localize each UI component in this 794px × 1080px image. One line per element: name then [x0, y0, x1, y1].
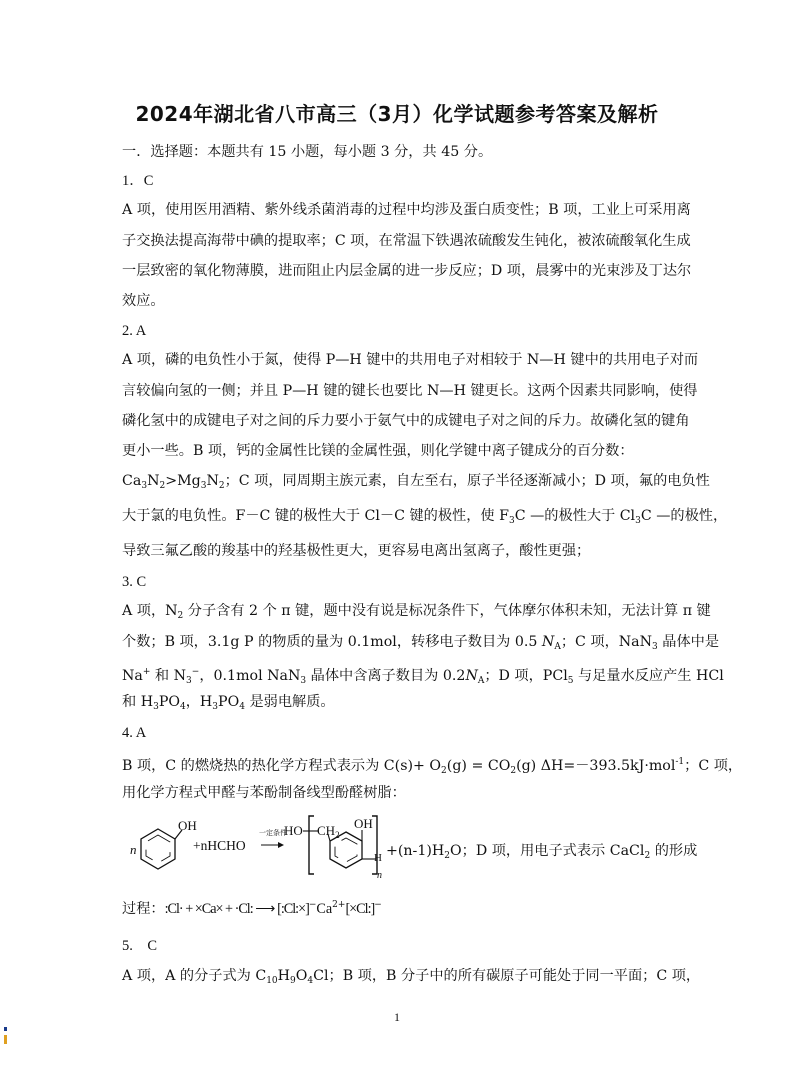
phenol-formaldehyde-equation	[118, 812, 698, 887]
ho-label: HO	[284, 823, 303, 838]
q3-line: Na+ 和 $N_3^-$，0.1mol NaN$_3$ 晶体中含离子数目为 $0.2N_A$；D 项，PCl$_5$ 与足量水反应产生 HCl	[122, 667, 724, 686]
q2-line: A 项，磷的电负性小于氮，使得 P—H 键中的共用电子对相较于 N—H 键中的共用电子对而	[122, 352, 699, 368]
q1-line: 一层致密的氧化物薄膜，进而阻止内层金属的进一步反应；D 项，晨雾中的光束涉及丁达尔	[122, 263, 692, 279]
q2-line: $Ca_3N_2>Mg_3N_2$；C 项，同周期主族元素，自左至右，原子半径逐渐减小；D 项，氟的电负性	[122, 473, 710, 491]
question-5-answer: 5. C	[122, 938, 158, 954]
question-4-answer: 4. A	[122, 725, 147, 741]
q2-line: 更小一些。B 项，钙的金属性比镁的金属性强，则化学键中离子键成分的百分数：	[122, 443, 634, 459]
q2-line: 导致三氟乙酸的羧基中的羟基极性更大，更容易电离出氢离子，酸性更强；	[122, 543, 591, 559]
ch2-label: $CH_2$	[317, 823, 340, 840]
q3-line: A 项，$N_2$ 分子含有 2 个 π 键，题中没有说是标况条件下，气体摩尔体积未知，无法计算 π 键	[122, 603, 711, 621]
question-1-answer: 1．C	[122, 173, 154, 189]
q1-line: 效应。	[122, 293, 165, 309]
hydroxyl-label: OH	[354, 816, 373, 831]
end-h-label: H	[374, 852, 382, 864]
q5-line: A 项，A 的分子式为 $C_{10}H_9O_4Cl$；B 项，B 分子中的所有碳原子可能处于同一平面；C 项，	[122, 968, 701, 986]
q2-line: 大于氯的电负性。F－C 键的极性大于 Cl－C 键的极性，使 $F_3C$ —的极性大于 $Cl_3C$ —的极性，	[122, 508, 728, 526]
q2-line: 磷化氢中的成键电子对之间的斥力要小于氨气中的成键电子对之间的斥力。故磷化氢的键角	[122, 413, 690, 429]
page-number: 1	[394, 1010, 400, 1024]
q1-line: A 项，使用医用酒精、紫外线杀菌消毒的过程中均涉及蛋白质变性；B 项，工业上可采用离	[122, 202, 691, 218]
question-3-answer: 3. C	[122, 574, 147, 590]
reaction-condition: 一定条件	[259, 829, 287, 837]
q3-line: 个数；B 项，3.1g P 的物质的量为 0.1mol，转移电子数目为 0.5 $N_A$；C 项，NaN$_3$ 晶体中是	[122, 634, 720, 652]
coefficient-n: n	[130, 842, 137, 857]
q3-line: 和 $H_3PO_4$，$H_3PO_4$ 是弱电解质。	[122, 694, 335, 712]
q4-line: B 项，C 的燃烧热的热化学方程式表示为 $C(s)+ O_2(g) = CO_2(g)$ ΔH=－393.5kJ·mol$^{-1}$；C 项，	[122, 757, 743, 776]
q2-line: 言较偏向氢的一侧；并且 P—H 键的键长也要比 N—H 键更长。这两个因素共同影响，使得	[122, 383, 698, 399]
equation-tail: $+(n-1)H_2O$；D 项，用电子式表示 CaCl$_2$ 的形成	[386, 843, 698, 861]
formaldehyde-term: +nHCHO	[193, 838, 246, 853]
question-2-answer: 2. A	[122, 323, 147, 339]
hydroxyl-label: OH	[178, 818, 197, 833]
q4-line: 用化学方程式甲醛与苯酚制备线型酚醛树脂：	[122, 785, 406, 801]
q1-line: 子交换法提高海带中碘的提取率；C 项，在常温下铁遇浓硫酸发生钝化，被浓硫酸氧化生成	[122, 233, 691, 249]
edge-marker	[4, 1027, 7, 1045]
degree-n: n	[377, 870, 382, 881]
cacl2-formation-process: 过程：:Cl· + ×Ca× + ·Cl: ⟶ $[:Cl:\times]^-Ca^{2+}[\times Cl:]^-$	[122, 900, 382, 917]
section-heading: 一．选择题：本题共有 15 小题，每小题 3 分，共 45 分。	[122, 144, 493, 160]
page-title: 2024年湖北省八市高三（3月）化学试题参考答案及解析	[135, 102, 659, 126]
left-bracket	[309, 816, 314, 874]
